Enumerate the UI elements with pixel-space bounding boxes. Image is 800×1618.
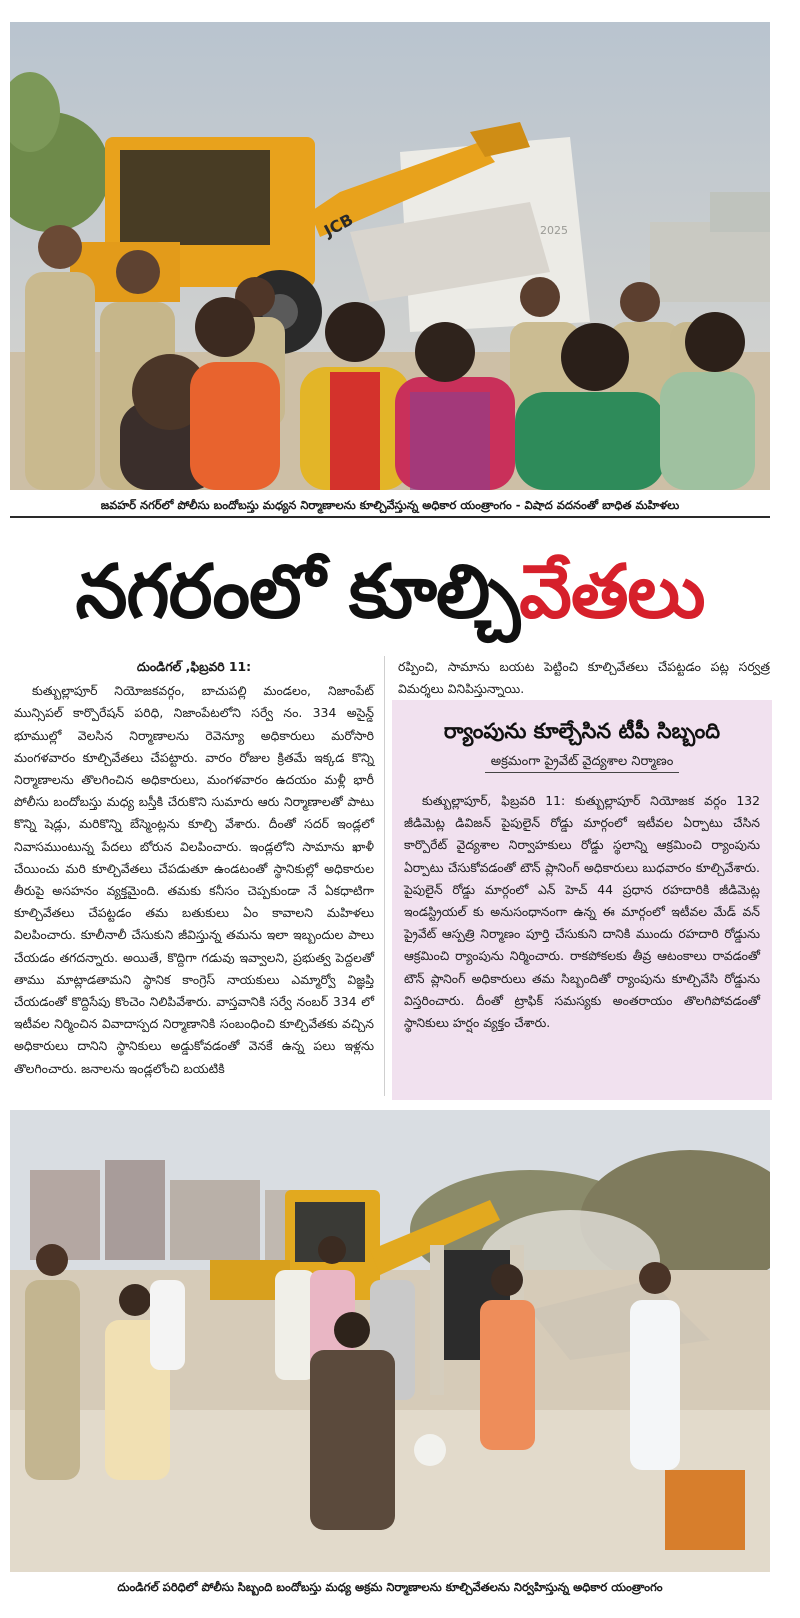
article-body: కుత్బుల్లాపూర్ నియోజకవర్గం, బాచుపల్లి మండలం, నిజాంపేట్ మున్సిపల్ కార్పొరేషన్ పరిధి, నిజాంపేటలోని సర్వే నం. 334 అసైన్డ్ భూముల్లో వెలసిన నిర్మాణాలను రెవెన్యూ అధికారులు మరోసారి మంగళవారం కూల్చివేతలు చేపట్టారు. వారం రోజుల క్రితమే ఇక్కడ కొన్ని నిర్మాణాలను తొలగించిన అధికారులు, మంగళవారం ఉదయం మళ్లీ భారీ పోలీసు బందోబస్తు మధ్య బస్తీకి చేరుకొని సుమారు ఆరు నిర్మాణాలతో పాటు కొన్ని షెడ్లు, మరికొన్ని బేస్మెంట్లను కూల్చి వేశారు. దీంతో సదర్ ఇండ్లలో నివాసముంటున్న పేదలు బోరున విలపించారు. ఇండ్లలోని సామాను ఖాళీ చేయించు మరి కూల్చివేతలు చేపడుతూ ఉండటంతో స్థానికుల్లో అధికారుల తీరుపై అసహనం వ్యక్తమైంది. తమకు కనీసం చెప్పకుండా నే ఏకధాటిగా కూల్చివేతలు చేపట్టడం తమ బతుకులు ఏం కావాలని మహిళలు విలపించారు. కూలీనాలీ చేసుకుని జీవిస్తున్న తమను ఇలా ఇబ్బందుల పాలు చేయడం తగదన్నారు. అయితే, కొద్దిగా గడువు ఇవ్వాలని, ప్రభుత్వ పెద్దలతో తాము మాట్లాడతామని స్థానిక కాంగ్రెస్ నాయకులు ఎమ్మార్వో విజ్ఞప్తి చేయడంతో కొద్దిసేపు కొంచెం నిలిపివేశారు. వాస్తవానికి సర్వే నంబర్ 334 లో ఇటీవల నిర్మించిన వివాదాస్పద నిర్మాణానికి సంబంధించి కూల్చివేతకు వచ్చిన అధికారులు దానిని స్థానికులు అడ్డుకోవడంతో వెనకే ఉన్న పలు ఇళ్లను తొలగించారు. జనాలను ఇండ్లలోంచి బయటికి	[14, 683, 374, 1076]
bottom-photo-caption: దుండిగల్ పరిధిలో పోలీసు సిబ్బంది బందోబస్తు మధ్య అక్రమ నిర్మాణాలను కూల్చివేతలను నిర్వహిస్తున్న అధికార యంత్రాంగం	[117, 1580, 663, 1594]
sidebar-title: ర్యాంపును కూల్చేసిన టీపీ సిబ్బంది	[443, 719, 721, 743]
top-photo-caption: జవహర్ నగర్‌లో పోలీసు బందోబస్తు మధ్యన నిర్మాణాలను కూల్చివేస్తున్న అధికార యంత్రాంగం - విషాద వదనంతో బాధిత మహిళలు	[100, 498, 680, 512]
top-news-photo	[10, 22, 770, 490]
headline	[10, 540, 770, 645]
sidebar-body: కుత్బుల్లాపూర్, ఫిబ్రవరి 11: కుత్బుల్లాపూర్ నియోజక వర్గం 132 జీడిమెట్ల డివిజన్ పైపులైన్ రోడ్డు మార్గంలో ఇటీవల ఏర్పాటు చేసిన కార్పొరేట్ వైద్యశాల నిర్వాహకులు రోడ్డు స్థలాన్ని ఆక్రమించి ర్యాంపును ఏర్పాటు చేసుకోవడంతో టౌన్ ప్లానింగ్ అధికారులు బుధవారం కూల్చివేశారు. పైపులైన్ రోడ్డు మార్గంలో ఎన్ హెచ్ 44 ప్రధాన రహదారికి జీడిమెట్ల ఇండస్ట్రియల్ కు అనుసంధానంగా ఉన్న ఈ మార్గంలో ఇటీవల మేడ్ వన్ ప్రైవేట్ ఆస్పత్రి నిర్మాణం పూర్తి చేసుకుని దానికి ముందు రహదారి రోడ్డును ఆక్రమించి ర్యాంపును నిర్మించారు. రాకపోకలకు తీవ్ర ఆటంకాలు రావడంతో టౌన్ ప్లానింగ్ అధికారులు తమ సిబ్బందితో ర్యాంపును కూల్చివేసి రోడ్డును విస్తరించారు. దీంతో ట్రాఫిక్ సమస్యకు అంతరాయం తొలగిపోవడంతో స్థానికులు హర్షం వ్యక్తం చేశారు.	[404, 793, 760, 1031]
article-continuation	[398, 656, 770, 700]
demolition-site-illustration	[10, 1110, 770, 1572]
sidebar-story	[392, 700, 772, 1100]
sidebar-subtitle-text: అక్రమంగా ప్రైవేట్ వైద్యశాల నిర్మాణం	[485, 754, 680, 773]
demolition-scene-illustration	[10, 22, 770, 490]
main-article-column	[14, 656, 374, 1080]
article-dateline: దుండిగల్ ,ఫిబ్రవరి 11:	[136, 659, 252, 674]
headline-red-part: వేతలు	[519, 549, 705, 635]
sidebar-subtitle	[404, 750, 760, 776]
wall-year-text: 2025	[540, 224, 568, 237]
column-divider	[384, 656, 385, 1096]
article-continuation-text: రప్పించి, సామాను బయట పెట్టించి కూల్చివేతలు చేపట్టడం పట్ల సర్వత్ర విమర్శలు వినిపిస్తున్నాయి.	[398, 659, 770, 697]
bottom-news-photo	[10, 1110, 770, 1572]
section-divider	[10, 516, 770, 518]
headline-black-part: నగరంలో కూల్చి	[75, 549, 520, 635]
jcb-logo-text: JCB	[320, 209, 357, 241]
